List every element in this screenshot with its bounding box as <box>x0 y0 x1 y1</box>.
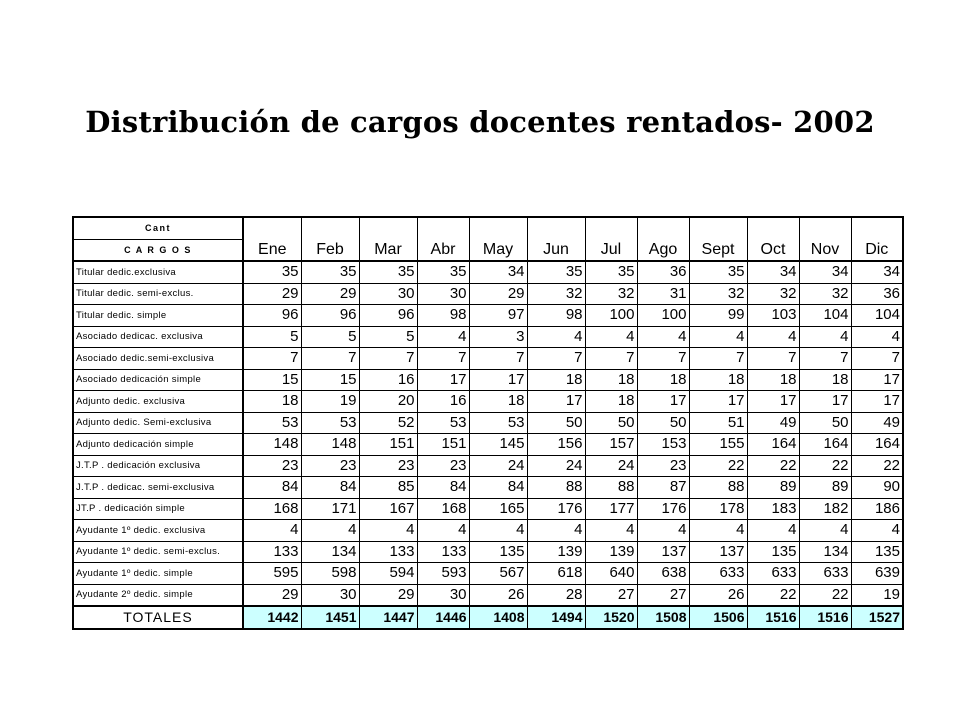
value-cell: 164 <box>747 434 799 456</box>
value-cell: 26 <box>689 584 747 606</box>
month-header: Nov <box>799 217 851 261</box>
value-cell: 135 <box>851 541 903 563</box>
value-cell: 100 <box>585 305 637 327</box>
value-cell: 24 <box>527 455 585 477</box>
table-row <box>73 477 903 499</box>
value-cell: 7 <box>243 348 301 370</box>
value-cell: 88 <box>527 477 585 499</box>
value-cell: 17 <box>851 391 903 413</box>
value-cell: 49 <box>747 412 799 434</box>
value-cell: 640 <box>585 563 637 585</box>
value-cell: 4 <box>799 326 851 348</box>
value-cell: 28 <box>527 584 585 606</box>
header-row <box>73 217 903 239</box>
row-label: Titular dedic. simple <box>73 305 243 327</box>
value-cell: 18 <box>527 369 585 391</box>
table-row <box>73 391 903 413</box>
value-cell: 151 <box>359 434 417 456</box>
value-cell: 4 <box>799 520 851 542</box>
value-cell: 32 <box>799 283 851 305</box>
value-cell: 5 <box>301 326 359 348</box>
value-cell: 31 <box>637 283 689 305</box>
value-cell: 18 <box>585 369 637 391</box>
value-cell: 90 <box>851 477 903 499</box>
value-cell: 35 <box>527 261 585 283</box>
value-cell: 137 <box>637 541 689 563</box>
row-label: J.T.P . dedicación exclusiva <box>73 455 243 477</box>
value-cell: 139 <box>527 541 585 563</box>
value-cell: 134 <box>301 541 359 563</box>
value-cell: 145 <box>469 434 527 456</box>
value-cell: 4 <box>689 520 747 542</box>
row-label: Asociado dedic.semi-exclusiva <box>73 348 243 370</box>
value-cell: 89 <box>799 477 851 499</box>
value-cell: 34 <box>469 261 527 283</box>
value-cell: 148 <box>301 434 359 456</box>
value-cell: 3 <box>469 326 527 348</box>
value-cell: 4 <box>585 326 637 348</box>
value-cell: 7 <box>851 348 903 370</box>
value-cell: 22 <box>747 455 799 477</box>
totals-row <box>73 606 903 629</box>
value-cell: 151 <box>417 434 469 456</box>
table-row <box>73 563 903 585</box>
value-cell: 168 <box>243 498 301 520</box>
value-cell: 53 <box>243 412 301 434</box>
value-cell: 7 <box>585 348 637 370</box>
row-label: Adjunto dedicación simple <box>73 434 243 456</box>
value-cell: 18 <box>585 391 637 413</box>
value-cell: 22 <box>851 455 903 477</box>
value-cell: 17 <box>637 391 689 413</box>
value-cell: 85 <box>359 477 417 499</box>
month-header: Dic <box>851 217 903 261</box>
value-cell: 18 <box>799 369 851 391</box>
value-cell: 16 <box>417 391 469 413</box>
value-cell: 36 <box>637 261 689 283</box>
total-value-cell: 1506 <box>689 606 747 629</box>
cargos-header: C A R G O S <box>73 239 243 261</box>
total-value-cell: 1508 <box>637 606 689 629</box>
cargos-table <box>72 216 904 630</box>
total-value-cell: 1447 <box>359 606 417 629</box>
total-value-cell: 1408 <box>469 606 527 629</box>
value-cell: 4 <box>301 520 359 542</box>
table-row <box>73 541 903 563</box>
value-cell: 633 <box>799 563 851 585</box>
value-cell: 139 <box>585 541 637 563</box>
page-title: Distribución de cargos docentes rentados- 2002 <box>85 105 875 139</box>
totals-label: TOTALES <box>73 606 243 629</box>
value-cell: 176 <box>637 498 689 520</box>
value-cell: 88 <box>585 477 637 499</box>
value-cell: 23 <box>637 455 689 477</box>
value-cell: 29 <box>301 283 359 305</box>
value-cell: 51 <box>689 412 747 434</box>
month-header: Ago <box>637 217 689 261</box>
value-cell: 34 <box>799 261 851 283</box>
value-cell: 18 <box>243 391 301 413</box>
value-cell: 50 <box>637 412 689 434</box>
table-row <box>73 434 903 456</box>
value-cell: 98 <box>417 305 469 327</box>
table-row <box>73 283 903 305</box>
value-cell: 30 <box>359 283 417 305</box>
value-cell: 4 <box>469 520 527 542</box>
value-cell: 633 <box>747 563 799 585</box>
value-cell: 4 <box>747 326 799 348</box>
value-cell: 176 <box>527 498 585 520</box>
value-cell: 18 <box>469 391 527 413</box>
value-cell: 4 <box>851 326 903 348</box>
value-cell: 32 <box>689 283 747 305</box>
table-row <box>73 520 903 542</box>
row-label: Adjunto dedic. Semi-exclusiva <box>73 412 243 434</box>
value-cell: 633 <box>689 563 747 585</box>
table-row <box>73 455 903 477</box>
row-label: Ayudante 1º dedic. simple <box>73 563 243 585</box>
value-cell: 7 <box>359 348 417 370</box>
value-cell: 4 <box>637 326 689 348</box>
value-cell: 20 <box>359 391 417 413</box>
value-cell: 137 <box>689 541 747 563</box>
value-cell: 100 <box>637 305 689 327</box>
value-cell: 35 <box>243 261 301 283</box>
value-cell: 148 <box>243 434 301 456</box>
value-cell: 638 <box>637 563 689 585</box>
value-cell: 5 <box>359 326 417 348</box>
value-cell: 593 <box>417 563 469 585</box>
value-cell: 89 <box>747 477 799 499</box>
value-cell: 96 <box>301 305 359 327</box>
value-cell: 88 <box>689 477 747 499</box>
month-header: Jul <box>585 217 637 261</box>
value-cell: 5 <box>243 326 301 348</box>
value-cell: 178 <box>689 498 747 520</box>
table-row <box>73 369 903 391</box>
value-cell: 84 <box>417 477 469 499</box>
value-cell: 84 <box>243 477 301 499</box>
value-cell: 7 <box>637 348 689 370</box>
value-cell: 595 <box>243 563 301 585</box>
value-cell: 133 <box>417 541 469 563</box>
value-cell: 155 <box>689 434 747 456</box>
value-cell: 7 <box>417 348 469 370</box>
value-cell: 29 <box>469 283 527 305</box>
value-cell: 22 <box>799 584 851 606</box>
value-cell: 30 <box>301 584 359 606</box>
value-cell: 22 <box>799 455 851 477</box>
value-cell: 35 <box>689 261 747 283</box>
row-label: Adjunto dedic. exclusiva <box>73 391 243 413</box>
value-cell: 104 <box>799 305 851 327</box>
value-cell: 32 <box>585 283 637 305</box>
value-cell: 34 <box>851 261 903 283</box>
value-cell: 164 <box>851 434 903 456</box>
value-cell: 35 <box>417 261 469 283</box>
row-label: Asociado dedicac. exclusiva <box>73 326 243 348</box>
value-cell: 84 <box>469 477 527 499</box>
month-header: Oct <box>747 217 799 261</box>
value-cell: 594 <box>359 563 417 585</box>
row-label: Ayudante 2º dedic. simple <box>73 584 243 606</box>
value-cell: 30 <box>417 584 469 606</box>
value-cell: 32 <box>747 283 799 305</box>
value-cell: 53 <box>301 412 359 434</box>
value-cell: 4 <box>637 520 689 542</box>
value-cell: 49 <box>851 412 903 434</box>
value-cell: 29 <box>243 283 301 305</box>
value-cell: 133 <box>243 541 301 563</box>
value-cell: 17 <box>417 369 469 391</box>
value-cell: 50 <box>527 412 585 434</box>
value-cell: 7 <box>689 348 747 370</box>
total-value-cell: 1494 <box>527 606 585 629</box>
value-cell: 7 <box>799 348 851 370</box>
value-cell: 23 <box>359 455 417 477</box>
value-cell: 167 <box>359 498 417 520</box>
value-cell: 4 <box>747 520 799 542</box>
row-label: Titular dedic.exclusiva <box>73 261 243 283</box>
value-cell: 29 <box>243 584 301 606</box>
value-cell: 50 <box>799 412 851 434</box>
value-cell: 4 <box>689 326 747 348</box>
value-cell: 4 <box>527 520 585 542</box>
value-cell: 7 <box>469 348 527 370</box>
value-cell: 17 <box>747 391 799 413</box>
row-label: Asociado dedicación simple <box>73 369 243 391</box>
value-cell: 135 <box>747 541 799 563</box>
value-cell: 133 <box>359 541 417 563</box>
value-cell: 50 <box>585 412 637 434</box>
value-cell: 186 <box>851 498 903 520</box>
month-header: Mar <box>359 217 417 261</box>
value-cell: 618 <box>527 563 585 585</box>
value-cell: 182 <box>799 498 851 520</box>
value-cell: 23 <box>243 455 301 477</box>
value-cell: 168 <box>417 498 469 520</box>
value-cell: 4 <box>527 326 585 348</box>
value-cell: 17 <box>689 391 747 413</box>
value-cell: 18 <box>747 369 799 391</box>
value-cell: 4 <box>243 520 301 542</box>
value-cell: 15 <box>301 369 359 391</box>
table-row <box>73 412 903 434</box>
row-label: J.T.P . dedicac. semi-exclusiva <box>73 477 243 499</box>
value-cell: 4 <box>359 520 417 542</box>
value-cell: 4 <box>417 326 469 348</box>
row-label: Ayudante 1º dedic. exclusiva <box>73 520 243 542</box>
table-row <box>73 305 903 327</box>
value-cell: 18 <box>637 369 689 391</box>
value-cell: 26 <box>469 584 527 606</box>
value-cell: 36 <box>851 283 903 305</box>
value-cell: 98 <box>527 305 585 327</box>
value-cell: 103 <box>747 305 799 327</box>
value-cell: 53 <box>469 412 527 434</box>
value-cell: 153 <box>637 434 689 456</box>
value-cell: 29 <box>359 584 417 606</box>
value-cell: 4 <box>851 520 903 542</box>
month-header: Feb <box>301 217 359 261</box>
value-cell: 135 <box>469 541 527 563</box>
total-value-cell: 1451 <box>301 606 359 629</box>
value-cell: 22 <box>689 455 747 477</box>
month-header: Ene <box>243 217 301 261</box>
total-value-cell: 1516 <box>799 606 851 629</box>
value-cell: 34 <box>747 261 799 283</box>
value-cell: 165 <box>469 498 527 520</box>
value-cell: 164 <box>799 434 851 456</box>
value-cell: 18 <box>689 369 747 391</box>
value-cell: 30 <box>417 283 469 305</box>
value-cell: 32 <box>527 283 585 305</box>
value-cell: 23 <box>301 455 359 477</box>
table-row <box>73 584 903 606</box>
value-cell: 96 <box>359 305 417 327</box>
month-header: Sept <box>689 217 747 261</box>
total-value-cell: 1446 <box>417 606 469 629</box>
total-value-cell: 1527 <box>851 606 903 629</box>
value-cell: 35 <box>359 261 417 283</box>
value-cell: 99 <box>689 305 747 327</box>
value-cell: 27 <box>637 584 689 606</box>
month-header: Abr <box>417 217 469 261</box>
value-cell: 27 <box>585 584 637 606</box>
table-row <box>73 348 903 370</box>
value-cell: 24 <box>585 455 637 477</box>
value-cell: 53 <box>417 412 469 434</box>
value-cell: 97 <box>469 305 527 327</box>
row-label: JT.P . dedicación simple <box>73 498 243 520</box>
value-cell: 171 <box>301 498 359 520</box>
total-value-cell: 1442 <box>243 606 301 629</box>
value-cell: 17 <box>799 391 851 413</box>
value-cell: 15 <box>243 369 301 391</box>
total-value-cell: 1516 <box>747 606 799 629</box>
value-cell: 23 <box>417 455 469 477</box>
value-cell: 52 <box>359 412 417 434</box>
value-cell: 22 <box>747 584 799 606</box>
table-row <box>73 498 903 520</box>
value-cell: 134 <box>799 541 851 563</box>
value-cell: 17 <box>469 369 527 391</box>
value-cell: 598 <box>301 563 359 585</box>
value-cell: 7 <box>747 348 799 370</box>
value-cell: 567 <box>469 563 527 585</box>
value-cell: 4 <box>417 520 469 542</box>
value-cell: 183 <box>747 498 799 520</box>
month-header: May <box>469 217 527 261</box>
cant-header: Cant <box>73 217 243 239</box>
value-cell: 87 <box>637 477 689 499</box>
value-cell: 96 <box>243 305 301 327</box>
value-cell: 17 <box>851 369 903 391</box>
total-value-cell: 1520 <box>585 606 637 629</box>
value-cell: 156 <box>527 434 585 456</box>
value-cell: 157 <box>585 434 637 456</box>
value-cell: 35 <box>301 261 359 283</box>
value-cell: 4 <box>585 520 637 542</box>
value-cell: 104 <box>851 305 903 327</box>
table-row <box>73 261 903 283</box>
value-cell: 7 <box>527 348 585 370</box>
row-label: Ayudante 1º dedic. semi-exclus. <box>73 541 243 563</box>
value-cell: 24 <box>469 455 527 477</box>
value-cell: 16 <box>359 369 417 391</box>
value-cell: 17 <box>527 391 585 413</box>
value-cell: 19 <box>301 391 359 413</box>
value-cell: 177 <box>585 498 637 520</box>
value-cell: 7 <box>301 348 359 370</box>
value-cell: 19 <box>851 584 903 606</box>
table-row <box>73 326 903 348</box>
value-cell: 84 <box>301 477 359 499</box>
row-label: Titular dedic. semi-exclus. <box>73 283 243 305</box>
value-cell: 639 <box>851 563 903 585</box>
value-cell: 35 <box>585 261 637 283</box>
month-header: Jun <box>527 217 585 261</box>
